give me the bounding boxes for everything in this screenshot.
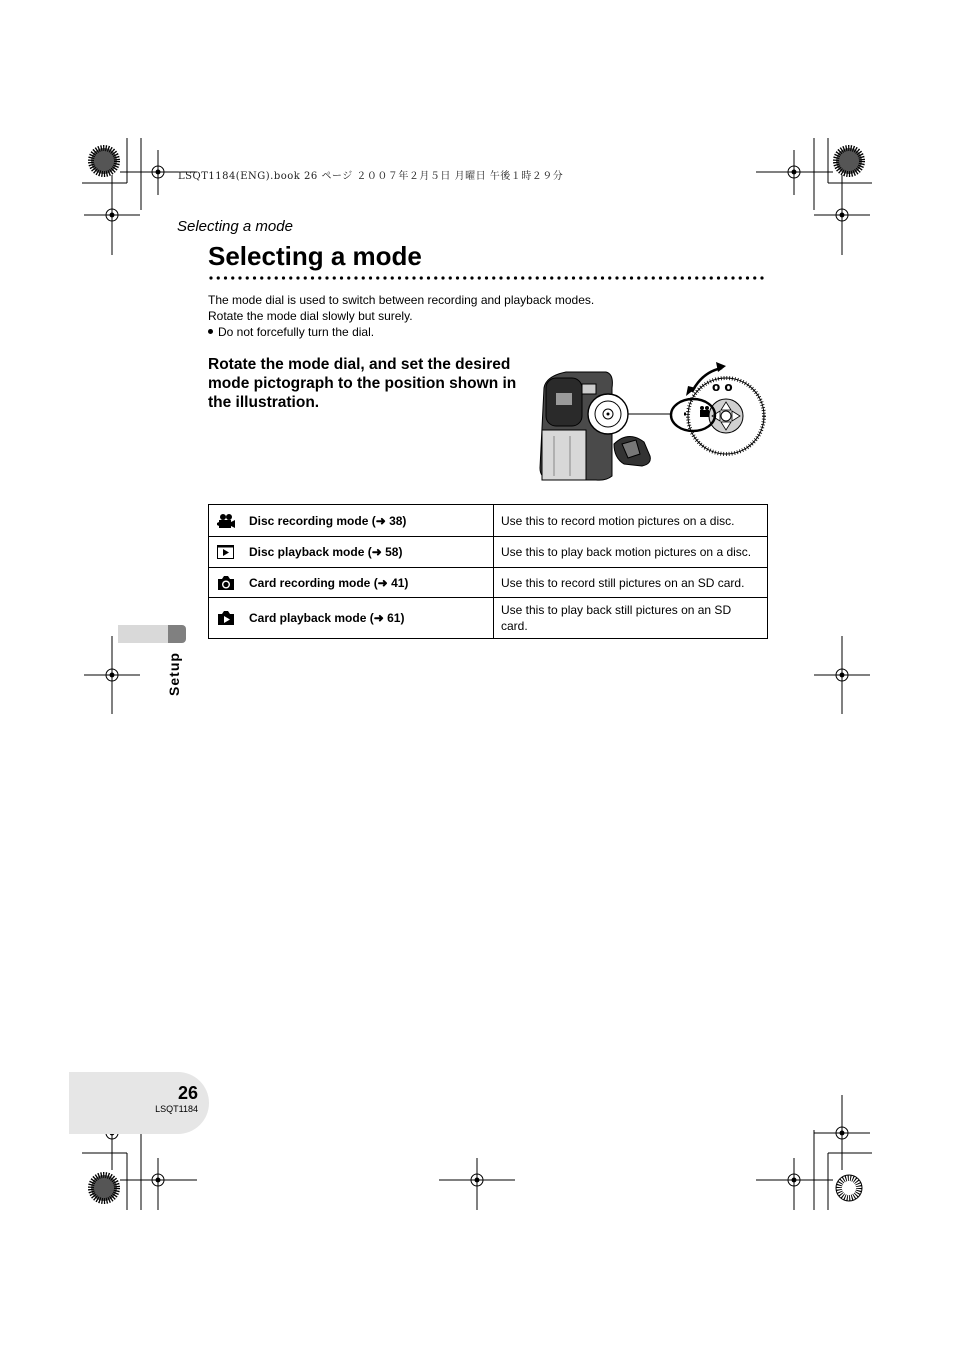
mode-name: Disc recording mode (➜ 38) (249, 513, 407, 528)
intro-text (208, 292, 594, 340)
mode-name-cell (209, 537, 494, 568)
dotted-rule (208, 275, 770, 281)
mode-description: Use this to record motion pictures on a disc. (494, 505, 768, 537)
table-row (209, 505, 768, 537)
instruction-heading: Rotate the mode dial, and set the desired mode pictograph to the position shown in the illustration. (208, 356, 517, 411)
page-title: Selecting a mode (208, 241, 422, 271)
section-tab-light (118, 625, 168, 643)
mode-name: Card playback mode (➜ 61) (249, 611, 405, 625)
play-icon (217, 542, 239, 562)
mode-name-cell (209, 598, 494, 639)
mode-name-cell (209, 505, 494, 537)
table-row (209, 537, 768, 568)
section-tab-dark (168, 625, 186, 643)
mode-description: Use this to record still pictures on an SD card. (494, 568, 768, 598)
mode-name: Disc playback mode (➜ 58) (249, 545, 403, 559)
svg-text:o o: o o (712, 380, 733, 394)
intro-line: The mode dial is used to switch between recording and playback modes. (208, 293, 595, 307)
mode-name-cell (209, 568, 494, 598)
section-label: Setup (166, 652, 182, 696)
mode-table (208, 504, 768, 639)
intro-line: Rotate the mode dial slowly but surely. (208, 309, 413, 323)
mode-description: Use this to play back still pictures on an SD card. (494, 598, 768, 639)
table-row (209, 598, 768, 639)
mode-name: Card recording mode (➜ 41) (249, 575, 409, 590)
mode-description: Use this to play back motion pictures on a disc. (494, 537, 768, 568)
card-playback-icon (217, 608, 239, 628)
bullet-text: Do not forcefully turn the dial. (218, 325, 375, 339)
running-head: Selecting a mode (177, 218, 293, 235)
page-number: 26 (177, 1083, 198, 1103)
video-camera-icon (217, 511, 239, 531)
mode-dial-illustration (536, 358, 768, 484)
print-header: LSQT1184(ENG).book 26 ページ ２００７年２月５日 月曜日 午後１時２９分 (178, 171, 564, 182)
intro-bullet (208, 324, 594, 340)
page-code: LSQT1184 (155, 1104, 198, 1114)
bullet-icon (208, 329, 213, 334)
table-row (209, 568, 768, 598)
still-camera-icon (217, 573, 239, 593)
